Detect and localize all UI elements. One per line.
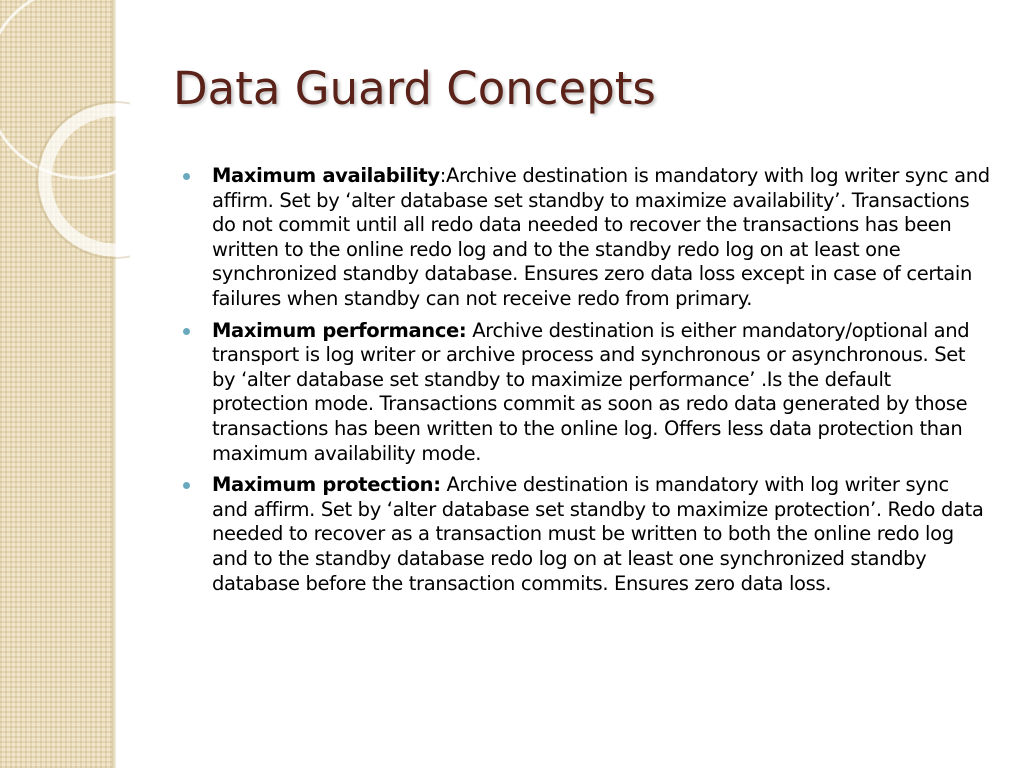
bullet-list xyxy=(180,164,990,603)
decorative-circle-ring xyxy=(45,110,130,250)
bullet-term: Maximum protection: xyxy=(212,473,441,497)
bullet-maximum-availability xyxy=(180,164,990,312)
bullet-term: Maximum availability xyxy=(212,164,440,187)
bullet-maximum-performance xyxy=(180,319,990,467)
slide-title: Data Guard Concepts xyxy=(173,62,656,115)
bullet-dot-icon xyxy=(183,173,190,180)
bullet-text: Archive destination is either mandatory/optional and transport is log writer or archive process and synchronous or asynchronous. Set by ‘alter database set standby to maximize performance’ .Is the default protection mode. Transactions commit as soon as redo data generated by those transactions has been written to the online log. Offers less data protection than maximum availability mode. xyxy=(212,318,970,465)
bullet-text: :Archive destination is mandatory with log writer sync and affirm. Set by ‘alter database set standby to maximize availability’. Transactions do not commit until all redo data needed to recover the transactions has been written to the online redo log and to the standby redo log on at least one synchronized standby database. Ensures zero data loss except in case of certain failures when standby can not receive redo from primary. xyxy=(212,164,990,310)
bullet-text: Archive destination is mandatory with log writer sync and affirm. Set by ‘alter database set standby to maximize protection’. Redo data needed to recover as a transaction must be written to both the online redo log and to the standby database redo log on at least one synchronized standby database before the transaction commits. Ensures zero data loss. xyxy=(212,473,984,595)
bullet-term: Maximum performance: xyxy=(212,318,467,342)
bullet-maximum-protection xyxy=(180,473,990,596)
bullet-dot-icon xyxy=(183,482,190,489)
decorative-circle-large xyxy=(0,0,130,178)
decorative-circles xyxy=(0,0,130,260)
bullet-dot-icon xyxy=(183,328,190,335)
